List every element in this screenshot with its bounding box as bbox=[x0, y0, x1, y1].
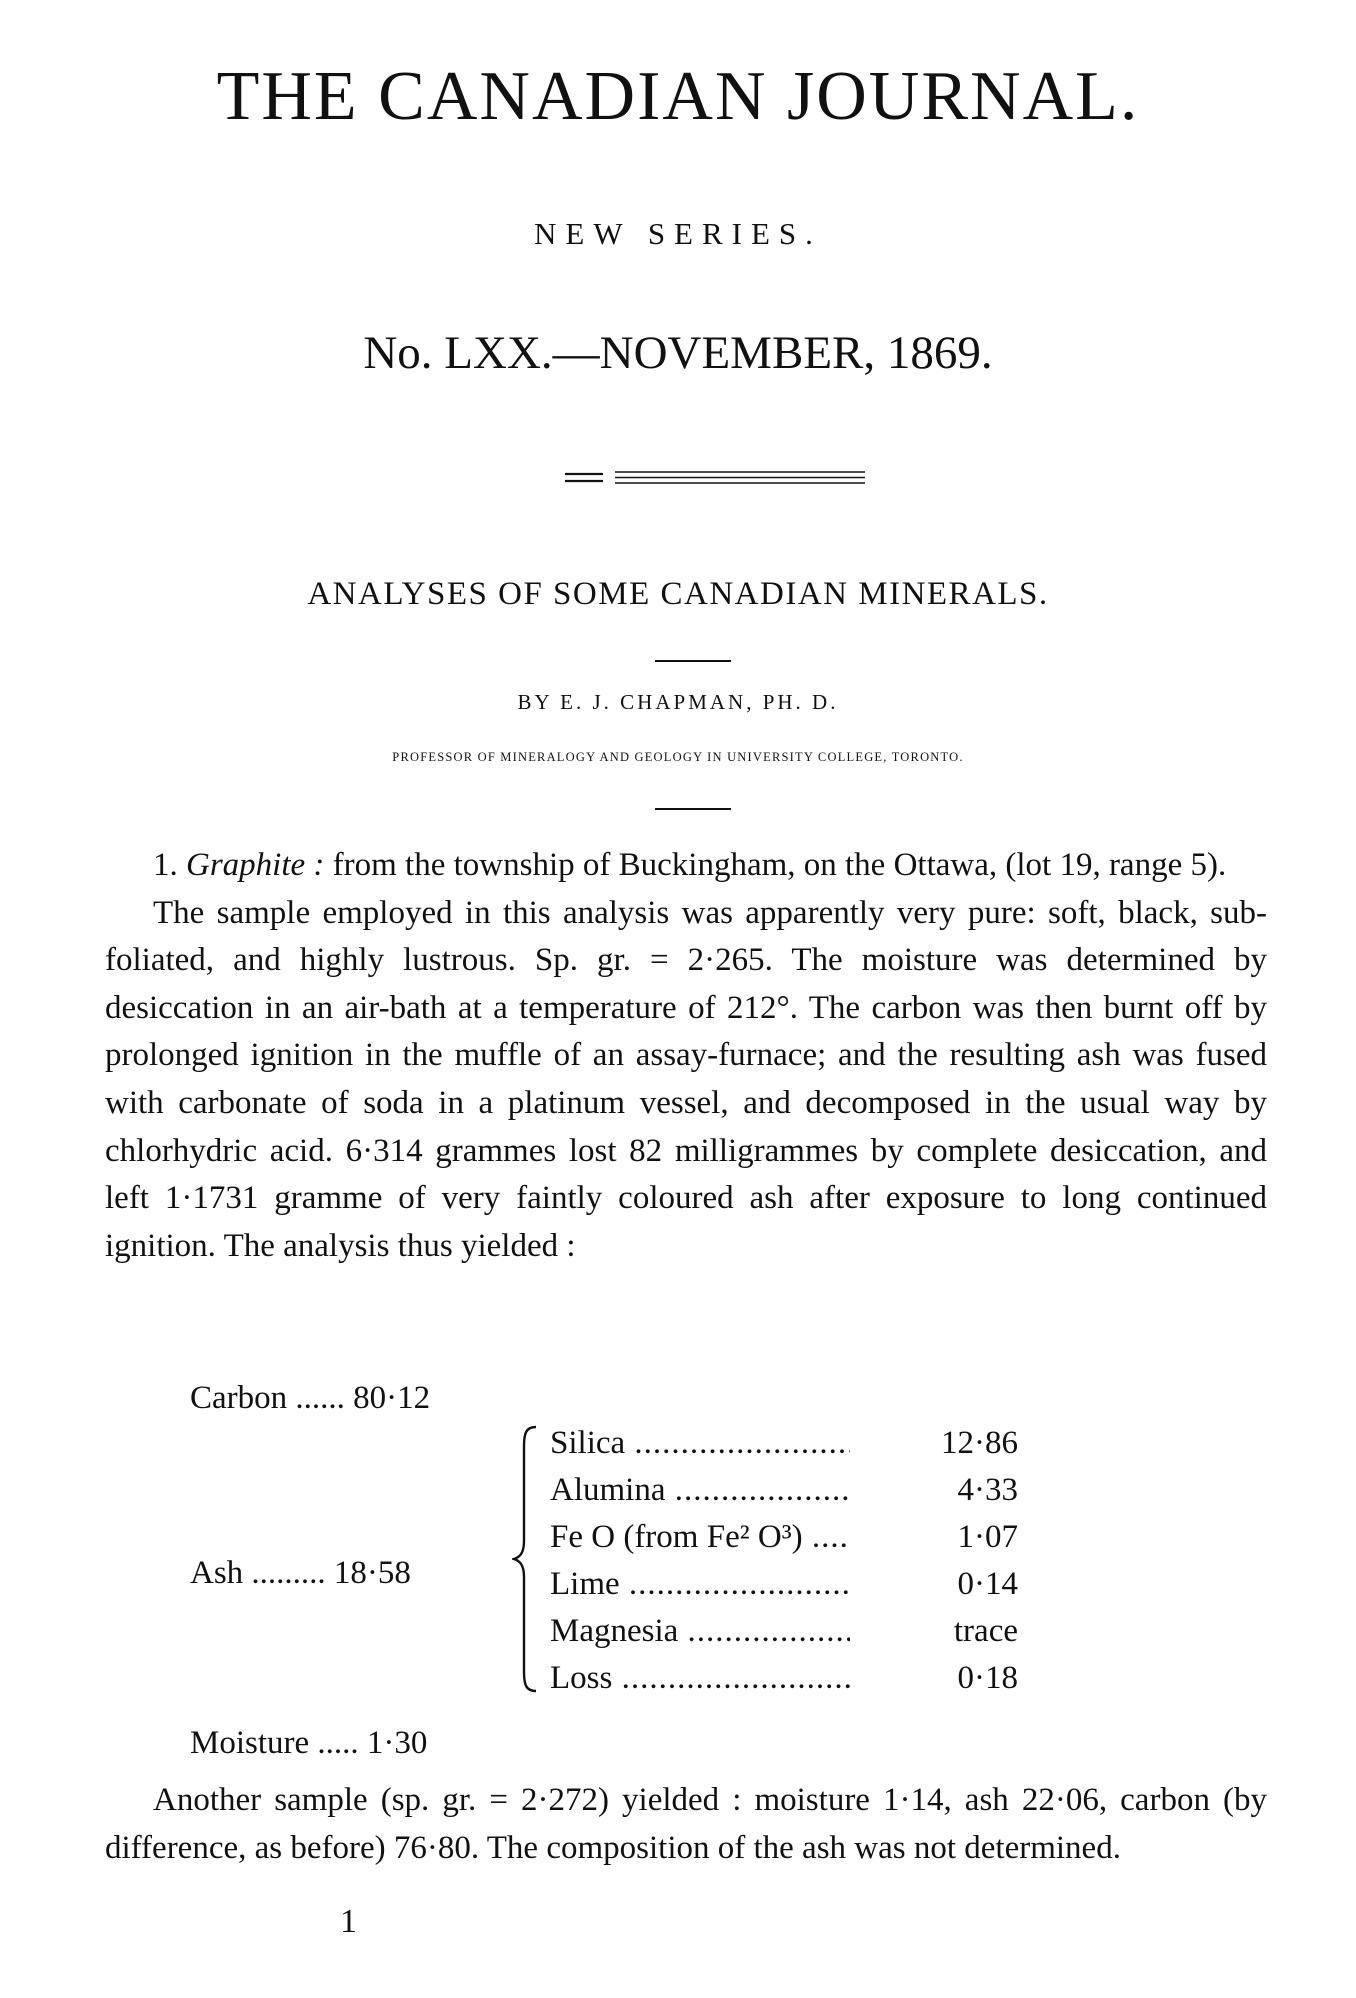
ash-component-value: 0·14 bbox=[850, 1568, 1018, 1601]
ornamental-double-rule bbox=[565, 470, 865, 486]
ash-component-label: Loss ..... bbox=[550, 1662, 850, 1695]
issue-heading: No. LXX.—NOVEMBER, 1869. bbox=[363, 327, 993, 379]
ash-component-value: trace bbox=[850, 1615, 1018, 1648]
curly-brace bbox=[512, 1425, 538, 1693]
mineral-name: Graphite : bbox=[186, 847, 325, 883]
ash-component-label: Alumina ..... bbox=[550, 1474, 850, 1507]
carbon-row: Carbon ...... 80·12 bbox=[190, 1380, 431, 1416]
ash-row: Ash ......... 18·58 bbox=[190, 1555, 411, 1591]
moisture-row: Moisture ..... 1·30 bbox=[190, 1725, 428, 1761]
closing-paragraph: Another sample (sp. gr. = 2·272) yielded : moisture 1·14, ash 22·06, carbon (by difference, as before) 76·80. The composition of the ash was not determined. bbox=[105, 1782, 1267, 1866]
author-byline: BY E. J. CHAPMAN, PH. D. bbox=[517, 690, 839, 714]
ash-component-value: 4·33 bbox=[850, 1474, 1018, 1507]
ash-component-label: Silica ..... bbox=[550, 1427, 850, 1460]
section-number: 1. bbox=[153, 847, 178, 883]
ash-component-value: 0·18 bbox=[850, 1662, 1018, 1695]
page-number: 1 bbox=[340, 1903, 357, 1940]
series-heading: NEW SERIES. bbox=[534, 216, 822, 251]
ash-component-value: 12·86 bbox=[850, 1427, 1018, 1460]
closing-paragraph-block bbox=[105, 1777, 1267, 1872]
title-rule bbox=[655, 660, 731, 662]
ash-component-label: Fe O (from Fe² O³) ..... bbox=[550, 1521, 850, 1554]
section-1-text bbox=[105, 842, 1267, 1270]
byline-rule bbox=[655, 808, 731, 810]
ash-component-label: Magnesia ..... bbox=[550, 1615, 850, 1648]
author-affiliation: PROFESSOR OF MINERALOGY AND GEOLOGY IN UNIVERSITY COLLEGE, TORONTO. bbox=[392, 750, 964, 764]
ash-component-value: 1·07 bbox=[850, 1521, 1018, 1554]
section-1-heading bbox=[105, 842, 1267, 890]
journal-title: THE CANADIAN JOURNAL. bbox=[216, 58, 1140, 135]
section-1-paragraph: The sample employed in this analysis was apparently very pure: soft, black, sub-foliated, and highly lustrous. Sp. gr. = 2·265. The moisture was determined by desiccation in an air-bath at a temperature of 212°. The carbon was then burnt off by prolonged ignition in the muffle of an assay-furnace; and the resulting ash was fused with carbonate of soda in a platinum vessel, and decomposed in the usual way by chlorhydric acid. 6·314 grammes lost 82 milligrammes by complete desiccation, and left 1·1731 gramme of very faintly coloured ash after exposure to long continued ignition. The analysis thus yielded : bbox=[105, 894, 1267, 1264]
ash-component-label: Lime ..... bbox=[550, 1568, 850, 1601]
mineral-location: from the township of Buckingham, on the Ottawa, (lot 19, range 5). bbox=[324, 847, 1227, 883]
article-title: ANALYSES OF SOME CANADIAN MINERALS. bbox=[307, 576, 1049, 612]
